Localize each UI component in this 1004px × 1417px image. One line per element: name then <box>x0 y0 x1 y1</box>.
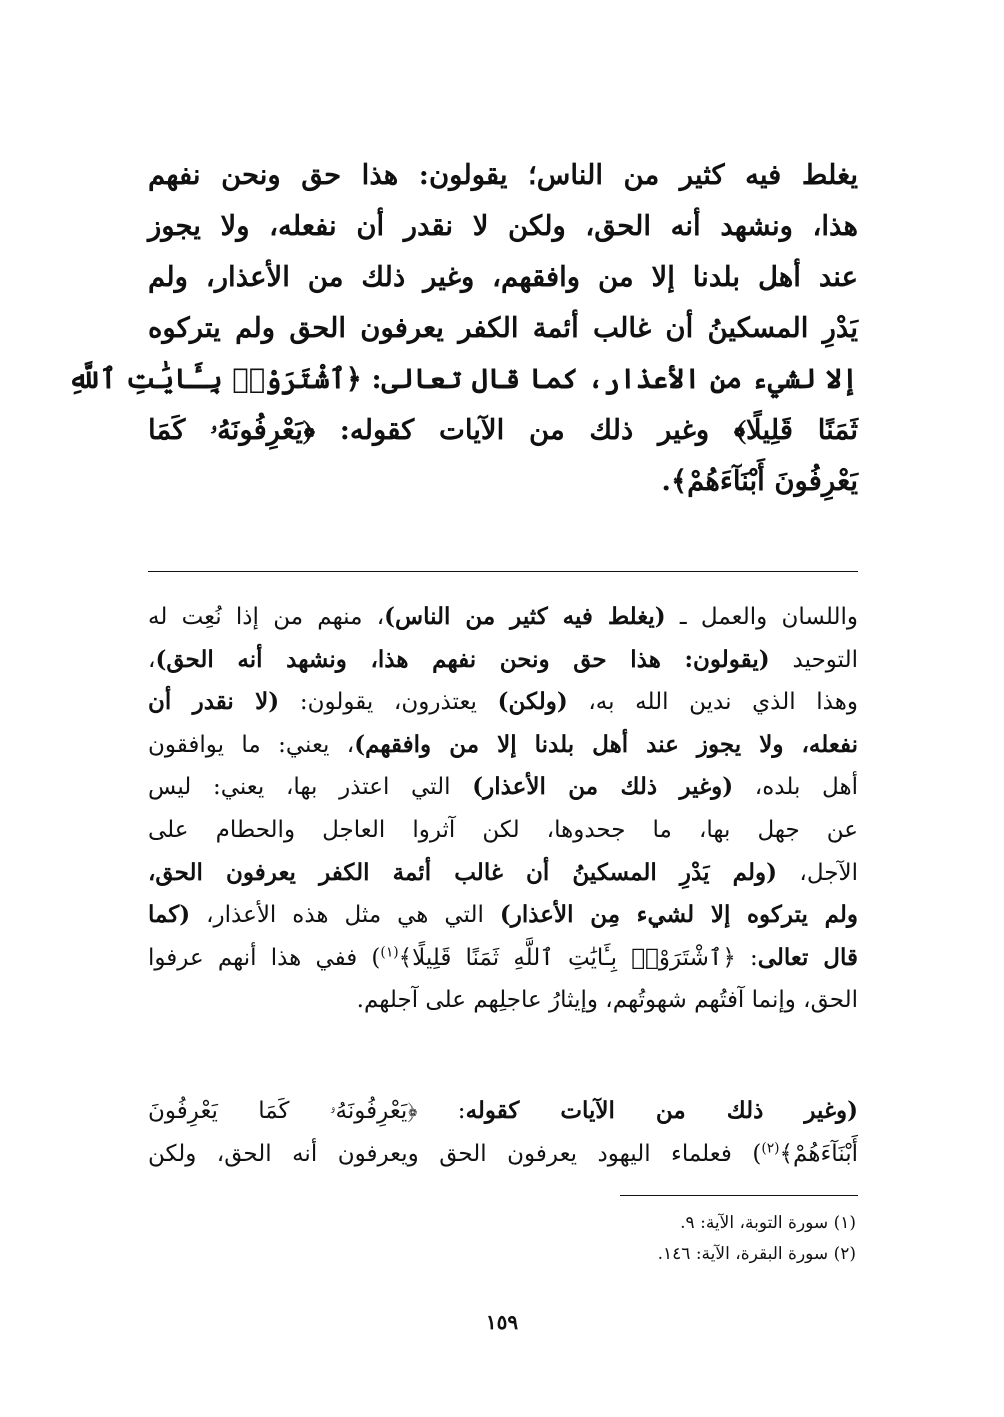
commentary-text: أهل بلده، <box>733 774 858 801</box>
footnote-item: (١) سورة التوبة، الآية: ٩. <box>680 1213 856 1233</box>
main-text-line: يَعْرِفُونَ أَبْنَآءَهُمْ﴾. <box>661 465 858 497</box>
quoted-text: (وغير ذلك من الأعذار) <box>472 773 734 801</box>
quran-verse: : ﴿ٱشْتَرَوْا۟ بِـَٔايَٰتِ ٱللَّهِ ثَمَنًا قَلِيلًا﴾ <box>398 944 758 971</box>
footnote-ref[interactable]: (١) <box>380 944 399 961</box>
quoted-text: نفعله، ولا يجوز عند أهل بلدنا إلا من وافقهم) <box>354 730 858 758</box>
page-number: ١٥٩ <box>485 1310 519 1334</box>
main-text-line: يغلط فيه كثير من الناس؛ يقولون: هذا حق ونحن نفهم <box>148 159 858 191</box>
commentary-line <box>148 894 858 937</box>
commentary-text: التي اعتذر بها، يعني: ليس <box>148 774 473 801</box>
main-text-line: عند أهل بلدنا إلا من وافقهم، وغير ذلك من الأعذار، ولم <box>148 261 858 293</box>
commentary-text: الحق، وإنما آفتُهم شهوتُهم، وإيثارُ عاجلِهم على آجلهم. <box>356 987 858 1014</box>
commentary-text: التوحيد <box>769 646 859 673</box>
main-text-line: يَدْرِ المسكينُ أن غالب أئمة الكفر يعرفون الحق ولم يتركوه <box>148 312 858 344</box>
commentary-line <box>148 766 858 809</box>
footnote-divider <box>620 1195 858 1196</box>
commentary-text: ، <box>148 646 156 673</box>
quoted-text: (كما <box>148 901 191 929</box>
quoted-text: (لا نقدر أن <box>148 688 280 716</box>
commentary-text: ، منهم من إذا نُعِت له <box>148 604 385 630</box>
main-text-line: إلا لشيء من الأعذار، كما قال تعالى: ﴿ٱشْتَرَوْا۟ بِـَٔايَٰتِ ٱللَّهِ <box>68 363 858 395</box>
quoted-text: (ولم يَدْرِ المسكينُ أن غالب أئمة الكفر يعرفون الحق، <box>148 858 777 886</box>
commentary-line <box>148 724 858 767</box>
commentary-line <box>148 979 858 1022</box>
commentary-line <box>148 639 858 682</box>
commentary-text: ) فعلماء اليهود يعرفون الحق ويعرفون أنه الحق، ولكن <box>148 1140 762 1167</box>
commentary-line <box>148 852 858 895</box>
commentary-line <box>148 681 858 724</box>
commentary-text: ، يعني: ما يوافقون <box>148 731 355 758</box>
commentary-paragraph <box>148 596 858 1022</box>
quoted-text: قال تعالى <box>757 943 858 971</box>
commentary-text: الآجل، <box>776 859 858 886</box>
section-divider <box>148 571 858 572</box>
main-text <box>68 150 858 507</box>
quoted-text: (يغلط فيه كثير من الناس) <box>384 603 666 630</box>
quran-verse: : ﴿يَعْرِفُونَهُۥ كَمَا يَعْرِفُونَ <box>148 1098 466 1124</box>
commentary-line <box>148 596 858 639</box>
footnote-item: (٢) سورة البقرة، الآية: ١٤٦. <box>657 1244 856 1264</box>
quoted-text: (يقولون: هذا حق ونحن نفهم هذا، ونشهد أنه الحق) <box>155 645 770 673</box>
commentary-paragraph-2 <box>148 1090 858 1175</box>
main-text-line: هذا، ونشهد أنه الحق، ولكن لا نقدر أن نفعله، ولا يجوز <box>148 210 858 242</box>
commentary-text: التي هي مثل هذه الأعذار، <box>190 902 500 929</box>
quoted-text: ولم يتركوه إلا لشيء مِن الأعذار) <box>499 901 858 929</box>
footnotes <box>436 1208 856 1270</box>
commentary-text: وهذا الذي ندين الله به، <box>567 689 858 716</box>
commentary-text: يعتذرون، يقولون: <box>279 689 498 716</box>
footnote-ref[interactable]: (٢) <box>761 1139 780 1156</box>
commentary-text: عن جهل بها، ما جحدوها، لكن آثروا العاجل والحطام على <box>148 816 858 843</box>
commentary-line <box>148 1090 858 1133</box>
commentary-line <box>148 937 858 980</box>
quran-verse: أَبْنَآءَهُمْ﴾ <box>779 1140 858 1167</box>
quoted-text: (ولكن) <box>497 688 568 716</box>
quoted-text: (وغير ذلك من الآيات كقوله <box>465 1097 858 1124</box>
commentary-text: ) ففي هذا أنهم عرفوا <box>148 944 381 971</box>
commentary-line <box>148 809 858 852</box>
commentary-line <box>148 1133 858 1176</box>
commentary-text: واللسان والعمل ـ <box>665 604 858 630</box>
main-text-line: ثَمَنًا قَلِيلًا﴾ وغير ذلك من الآيات كقوله: ﴿يَعْرِفُونَهُۥ كَمَا <box>148 414 858 446</box>
